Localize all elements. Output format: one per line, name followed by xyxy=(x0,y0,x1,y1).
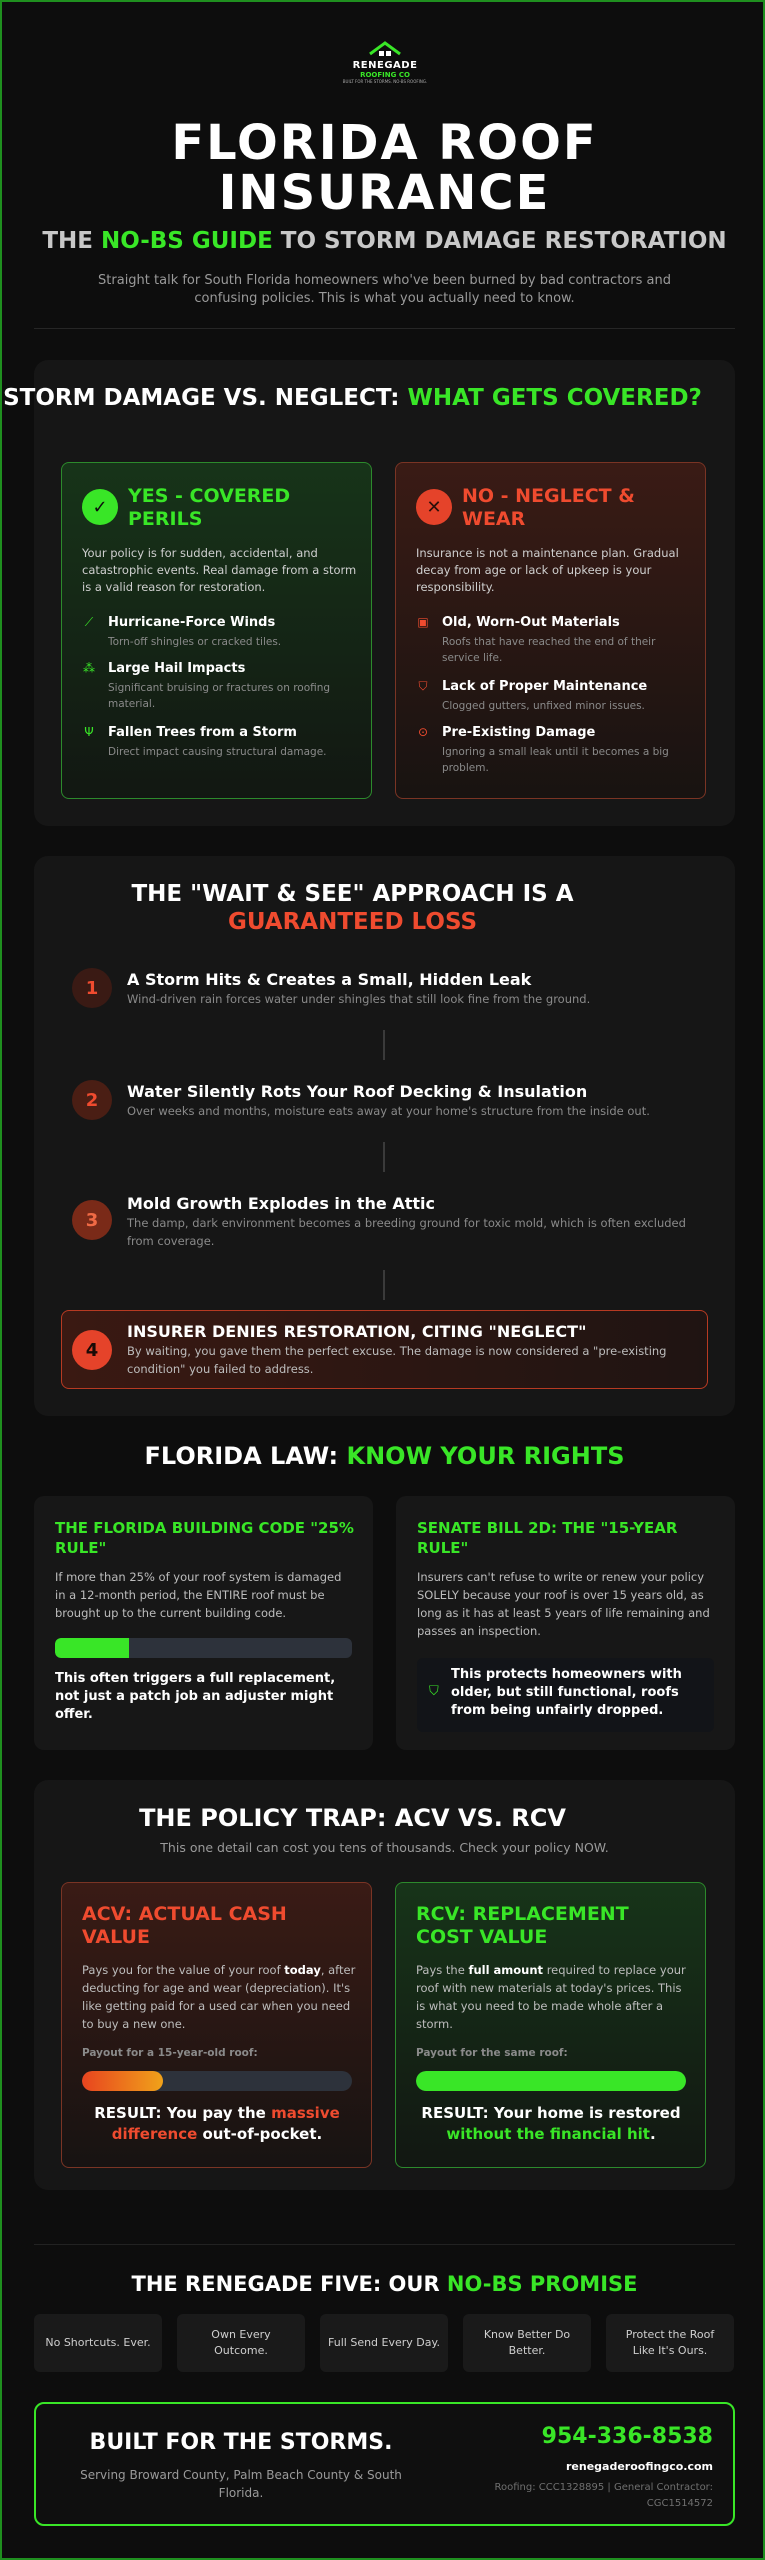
divider xyxy=(34,2244,735,2245)
promise-item: Own Every Outcome. xyxy=(177,2314,305,2372)
brand-logo[interactable] xyxy=(334,40,436,96)
payout-bar xyxy=(82,2071,352,2091)
step-connector xyxy=(383,1142,385,1172)
neglect-wear-card: ✕ NO - NEGLECT & WEAR Insurance is not a maintenance plan. Gradual decay from age or lack of upkeep is your responsibility. ▣ Old, Worn-Out Materials Roofs that have reached the end of their service life. ⛉ Lack of Proper Maintenance Clogged gutters, unfixed minor issues. ⊙ Pre-Existing Damage Ignoring a small leak until it becomes a big problem. xyxy=(395,462,706,799)
step-desc: The damp, dark environment becomes a breeding ground for toxic mold, which is often excluded from coverage. xyxy=(127,1216,686,1248)
hail-icon: ⁂ xyxy=(83,661,95,675)
law-card-25-rule: THE FLORIDA BUILDING CODE "25% RULE" If more than 25% of your roof system is damaged in a 12-month period, the ENTIRE roof must be brought up to the current building code. This often triggers a full replacement, not just a patch job an adjuster might offer. xyxy=(34,1496,373,1750)
rcv-card: RCV: REPLACEMENT COST VALUE Pays the full amount required to replace your roof with new materials at today's prices. This is what you need to be made whole after a storm. Payout for the same roof: RESULT: Your home is restored without the financial hit. xyxy=(395,1882,706,2168)
page-subtitle: THE NO-BS GUIDE TO STORM DAMAGE RESTORATION xyxy=(42,228,727,254)
house-icon xyxy=(368,40,402,60)
covered-perils-card: ✓ YES - COVERED PERILS Your policy is for sudden, accidental, and catastrophic events. Real damage from a storm is a valid reason for restoration. ⟋ Hurricane-Force Winds Torn-off shingles or cracked tiles. ⁂ Large Hail Impacts Significant bruising or fractures on roofing material. Ψ Fallen Trees from a Storm Direct impact causing structural damage. xyxy=(61,462,372,799)
wait-see-title: THE "WAIT & SEE" APPROACH IS A GUARANTEED LOSS xyxy=(131,881,574,935)
footer-title: BUILT FOR THE STORMS. xyxy=(89,2430,393,2455)
covered-title: YES - COVERED PERILS xyxy=(128,485,291,530)
step-desc: Over weeks and months, moisture eats away at your home's structure from the inside out. xyxy=(127,1104,650,1118)
promise-item: No Shortcuts. Ever. xyxy=(34,2314,162,2372)
step-connector xyxy=(383,1030,385,1060)
policy-subtitle: This one detail can cost you tens of thousands. Check your policy NOW. xyxy=(160,1840,609,1855)
neglect-desc: Insurance is not a maintenance plan. Gradual decay from age or lack of upkeep is your responsibility. xyxy=(416,546,679,594)
shield-icon: ⛉ xyxy=(429,1684,439,1699)
tree-icon: Ψ xyxy=(84,725,94,739)
promise-title: THE RENEGADE FIVE: OUR NO-BS PROMISE xyxy=(131,2272,638,2296)
step-title: Water Silently Rots Your Roof Decking & Insulation xyxy=(127,1082,588,1101)
step-title: Mold Growth Explodes in the Attic xyxy=(127,1194,435,1213)
callout-box: ⛉ This protects homeowners with older, but still functional, roofs from being unfairly dropped. xyxy=(417,1658,714,1732)
step-number: 2 xyxy=(72,1080,112,1120)
phone-link[interactable]: 954-336-8538 xyxy=(541,2424,713,2449)
payout-bar xyxy=(416,2071,686,2091)
progress-fill xyxy=(55,1638,129,1658)
promise-item: Know Better Do Better. xyxy=(463,2314,591,2372)
brand-sub: ROOFING CO xyxy=(360,71,410,79)
neglect-title: NO - NEGLECT & WEAR xyxy=(462,485,635,530)
calendar-icon: ▣ xyxy=(417,615,429,629)
wind-icon: ⟋ xyxy=(84,615,94,629)
covered-desc: Your policy is for sudden, accidental, and catastrophic events. Real damage from a storm is a valid reason for restoration. xyxy=(82,546,357,594)
step-title: INSURER DENIES RESTORATION, CITING "NEGLECT" xyxy=(127,1322,587,1341)
step-number: 4 xyxy=(72,1330,112,1370)
website-link[interactable]: renegaderoofingco.com xyxy=(565,2460,713,2473)
step-number: 3 xyxy=(72,1200,112,1240)
payout-fill xyxy=(82,2071,163,2091)
step-desc: By waiting, you gave them the perfect excuse. The damage is now considered a "pre-existing condition" you failed to address. xyxy=(127,1344,667,1376)
license-info: Roofing: CCC1328895 | General Contractor: CGC1514572 xyxy=(494,2482,713,2509)
step-connector xyxy=(383,1270,385,1300)
step-number: 1 xyxy=(72,968,112,1008)
x-icon: ✕ xyxy=(416,489,452,525)
payout-fill xyxy=(416,2071,686,2091)
brand-tagline: BUILT FOR THE STORMS. NO-BS ROOFING. xyxy=(342,79,428,84)
alert-icon: ⊙ xyxy=(417,725,429,739)
coverage-title: STORM DAMAGE VS. NEGLECT: WHAT GETS COVERED? xyxy=(3,385,702,411)
promise-item: Full Send Every Day. xyxy=(320,2314,448,2372)
promise-item: Protect the Roof Like It's Ours. xyxy=(606,2314,734,2372)
law-title: FLORIDA LAW: KNOW YOUR RIGHTS xyxy=(144,1442,625,1470)
check-icon: ✓ xyxy=(82,489,118,525)
footer xyxy=(34,2402,735,2526)
brand-name: RENEGADE xyxy=(352,60,418,71)
page-title: FLORIDA ROOF INSURANCE xyxy=(171,115,598,221)
step-desc: Wind-driven rain forces water under shingles that still look fine from the ground. xyxy=(127,992,591,1006)
shield-icon: ⛉ xyxy=(418,679,428,693)
law-card-15-year-rule: SENATE BILL 2D: THE "15-YEAR RULE" Insurers can't refuse to write or renew your policy SOLELY because your roof is over 15 years old, as long as it has at least 5 years of life remaining and passes an inspection. ⛉ This protects homeowners with older, but still functional, roofs from being unfairly dropped. xyxy=(396,1496,735,1750)
intro-text: Straight talk for South Florida homeowners who've been burned by bad contractors and confusing policies. This is what you actually need to know. xyxy=(98,273,671,306)
policy-title: THE POLICY TRAP: ACV VS. RCV xyxy=(139,1804,566,1832)
step-title: A Storm Hits & Creates a Small, Hidden Leak xyxy=(127,970,532,989)
progress-bar xyxy=(55,1638,352,1658)
service-area: Serving Broward County, Palm Beach County & South Florida. xyxy=(80,2468,402,2500)
divider xyxy=(34,328,735,329)
acv-card: ACV: ACTUAL CASH VALUE Pays you for the value of your roof today, after deducting for age and wear (depreciation). It's like getting paid for a used car when you need to buy a new one. Payout for a 15-year-old roof: RESULT: You pay the massive difference out-of-pocket. xyxy=(61,1882,372,2168)
